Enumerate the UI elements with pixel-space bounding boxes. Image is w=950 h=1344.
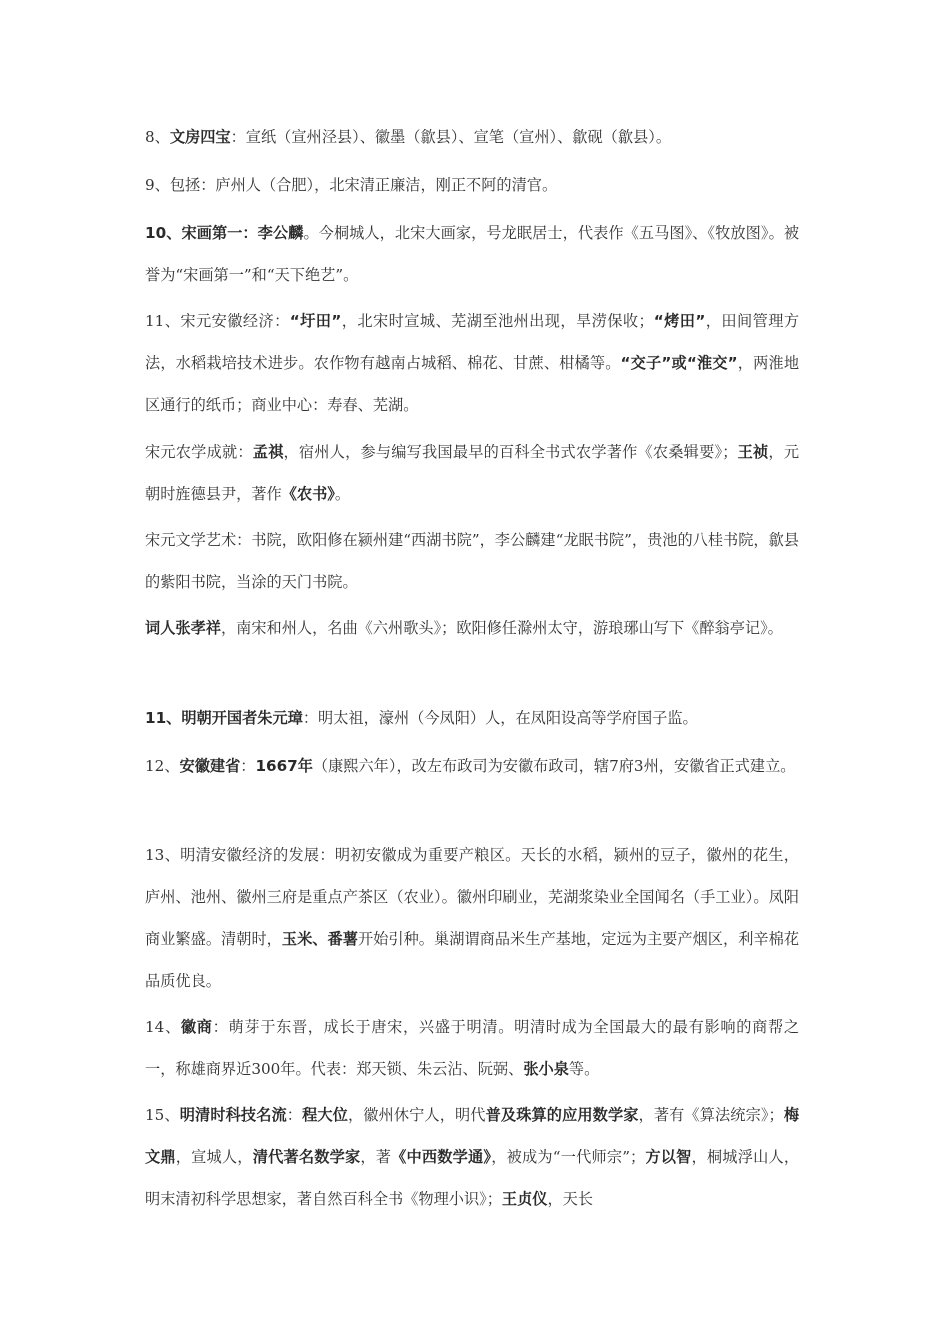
text-run: 开始引种。巢湖谓商品米生产基地，定远为主要产烟区，利辛棉花品质优良。 bbox=[145, 930, 800, 990]
text-run: ，元朝时旌德县尹，著作 bbox=[145, 443, 799, 503]
text-run: 11、宋元安徽经济： bbox=[145, 312, 290, 330]
bold-text-run: 明清时科技名流 bbox=[179, 1106, 287, 1124]
text-run: ，宿州人，参与编写我国最早的百科全书式农学著作《农桑辑要》； bbox=[283, 443, 738, 461]
bold-text-run: “烤田” bbox=[653, 312, 706, 330]
text-run: 宋元农学成就： bbox=[145, 443, 253, 461]
bold-text-run: 程大位 bbox=[302, 1106, 348, 1124]
text-run: ：明太祖，濠州（今凤阳）人，在凤阳设高等学府国子监。 bbox=[302, 709, 698, 727]
bold-text-run: 普及珠算的应用数学家 bbox=[485, 1106, 639, 1124]
paragraph-8-four-treasures bbox=[145, 116, 799, 158]
text-run: ，天长 bbox=[547, 1190, 594, 1208]
paragraph-12-province-founded bbox=[145, 745, 799, 787]
text-run: 宋元文学艺术：书院，欧阳修在颍州建“西湖书院”，李公麟建“龙眠书院”，贵池的八桂书院，歙县的紫阳书院，当涂的天门书院。 bbox=[145, 531, 799, 591]
text-run: 14、 bbox=[145, 1018, 181, 1036]
bold-text-run: 孟祺 bbox=[252, 443, 284, 461]
text-run: 。今桐城人，北宋大画家，号龙眠居士，代表作《五马图》、《牧放图》。被誉为“宋画第一”和“天下绝艺”。 bbox=[145, 224, 800, 284]
bold-text-run: 梅文鼎 bbox=[145, 1106, 800, 1166]
text-run: ：萌芽于东晋，成长于唐宋，兴盛于明清。明清时成为全国最大的最有影响的商帮之一，称雄商界近300年。代表：郑天锁、朱云沾、阮弼、 bbox=[145, 1018, 800, 1078]
paragraph-10-li-gonglin bbox=[145, 212, 799, 296]
text-run: 等。 bbox=[568, 1060, 600, 1078]
bold-text-run: 11、明朝开国者朱元璋 bbox=[145, 709, 303, 727]
bold-text-run: 张小泉 bbox=[523, 1060, 569, 1078]
bold-text-run: 《中西数学通》 bbox=[391, 1148, 492, 1166]
bold-text-run: 10、宋画第一：李公麟 bbox=[145, 224, 304, 242]
bold-text-run: 1667年 bbox=[255, 757, 313, 775]
paragraph-zhang-xiaoxiang bbox=[145, 607, 799, 649]
text-run: ： bbox=[240, 757, 256, 775]
paragraph-15-science-figures bbox=[145, 1094, 799, 1220]
paragraph-11-zhu-yuanzhang bbox=[145, 697, 799, 739]
bold-text-run: 《农书》 bbox=[281, 485, 335, 503]
text-run: 13、明清安徽经济的发展：明初安徽成为重要产粮区。天长的水稻，颍州的豆子，徽州的花生，庐州、池州、徽州三府是重点产茶区（农业）。徽州印刷业，芜湖浆染业全国闻名（手工业）。凤阳商业繁盛。清朝时， bbox=[145, 846, 799, 948]
bold-text-run: 王贞仪 bbox=[501, 1190, 548, 1208]
bold-text-run: 清代著名数学家 bbox=[252, 1148, 361, 1166]
text-run: ，被成为“一代师宗”； bbox=[491, 1148, 646, 1166]
text-run: ，北宋时宣城、芜湖至池州出现，旱涝保收； bbox=[341, 312, 654, 330]
text-run: ，著有《算法统宗》； bbox=[638, 1106, 784, 1124]
text-run: ，宣城人， bbox=[175, 1148, 253, 1166]
text-run: ，两淮地区通行的纸币；商业中心：寿春、芜湖。 bbox=[145, 354, 800, 414]
text-run: 8、 bbox=[145, 128, 170, 146]
paragraph-14-huizhou-merchants bbox=[145, 1006, 799, 1090]
bold-text-run: 词人张孝祥 bbox=[145, 619, 221, 637]
bold-text-run: 方以智 bbox=[645, 1148, 692, 1166]
text-run: 9、包拯：庐州人（合肥），北宋清正廉洁，刚正不阿的清官。 bbox=[145, 176, 558, 194]
paragraph-agriculture-achievements bbox=[145, 431, 799, 515]
text-run: ：宣纸（宣州泾县）、徽墨（歙县）、宣笔（宣州）、歙砚（歙县）。 bbox=[230, 128, 672, 146]
bold-text-run: “圩田” bbox=[289, 312, 342, 330]
text-run: 。 bbox=[334, 485, 351, 503]
text-run: 15、 bbox=[145, 1106, 180, 1124]
bold-text-run: 徽商 bbox=[180, 1018, 213, 1036]
bold-text-run: 王祯 bbox=[737, 443, 769, 461]
text-run: ，桐城浮山人，明末清初科学思想家，著自然百科全书《物理小识》； bbox=[145, 1148, 800, 1208]
paragraph-literature-art bbox=[145, 519, 799, 603]
paragraph-11-song-yuan-economy bbox=[145, 300, 799, 426]
text-run: ，南宋和州人，名曲《六州歌头》；欧阳修任滁州太守，游琅琊山写下《醉翁亭记》。 bbox=[220, 619, 783, 637]
text-run: ，徽州休宁人，明代 bbox=[347, 1106, 486, 1124]
bold-text-run: 文房四宝 bbox=[169, 128, 231, 146]
paragraph-9-bao-zheng bbox=[145, 164, 799, 206]
paragraph-13-ming-qing-economy bbox=[145, 834, 799, 1002]
text-run: ，田间管理方法，水稻栽培技术进步。农作物有越南占城稻、棉花、甘蔗、柑橘等。 bbox=[145, 312, 800, 372]
text-run: （康熙六年），改左布政司为安徽布政司，辖7府3州，安徽省正式建立。 bbox=[312, 757, 796, 775]
text-run: 12、 bbox=[145, 757, 180, 775]
text-run: ： bbox=[286, 1106, 303, 1124]
bold-text-run: 玉米、番薯 bbox=[281, 930, 358, 948]
bold-text-run: “交子”或“淮交” bbox=[620, 354, 738, 372]
bold-text-run: 安徽建省 bbox=[179, 757, 241, 775]
text-run: ，著 bbox=[360, 1148, 392, 1166]
